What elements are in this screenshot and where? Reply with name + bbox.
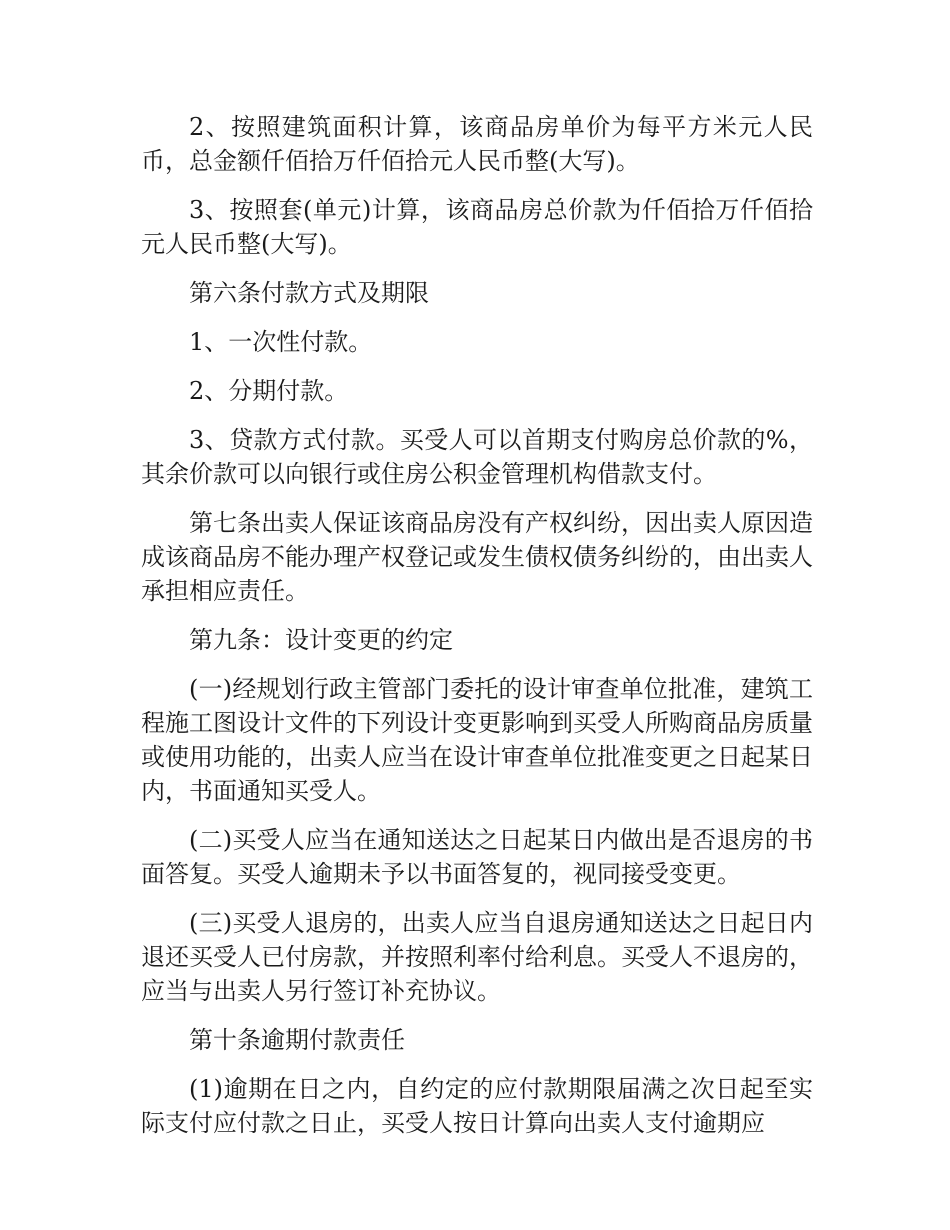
heading-article-10: 第十条逾期付款责任	[189, 1026, 405, 1054]
paragraph-article-7: 第七条出卖人保证该商品房没有产权纠纷，因出卖人原因造成该商品房不能办理产权登记或发生债权债务纠纷的，由出卖人承担相应责任。	[141, 509, 813, 605]
document-body	[141, 110, 813, 1155]
heading-article-6: 第六条付款方式及期限	[189, 279, 429, 307]
paragraph-installments: 2、分期付款。	[189, 377, 349, 405]
paragraph-design-change-1: (一)经规划行政主管部门委托的设计审查单位批准，建筑工程施工图设计文件的下列设计变更影响到买受人所购商品房质量或使用功能的，出卖人应当在设计审查单位批准变更之日起某日内，书面通知买受人。	[141, 675, 813, 805]
paragraph-unit-price: 2、按照建筑面积计算，该商品房单价为每平方米元人民币，总金额仟佰拾万仟佰拾元人民币整(大写)。	[141, 113, 813, 175]
paragraph-design-change-2: (二)买受人应当在通知送达之日起某日内做出是否退房的书面答复。买受人逾期未予以书面答复的，视同接受变更。	[141, 826, 813, 888]
paragraph-design-change-3: (三)买受人退房的，出卖人应当自退房通知送达之日起日内退还买受人已付房款，并按照利率付给利息。买受人不退房的，应当与出卖人另行签订补充协议。	[141, 909, 813, 1005]
paragraph-lump-sum: 1、一次性付款。	[189, 328, 373, 356]
heading-article-9: 第九条：设计变更的约定	[189, 626, 453, 654]
paragraph-late-payment-1: (1)逾期在日之内，自约定的应付款期限届满之次日起至实际支付应付款之日止，买受人按日计算向出卖人支付逾期应	[141, 1075, 813, 1137]
paragraph-loan: 3、贷款方式付款。买受人可以首期支付购房总价款的%，其余价款可以向银行或住房公积金管理机构借款支付。	[141, 426, 813, 488]
paragraph-unit-total: 3、按照套(单元)计算，该商品房总价款为仟佰拾万仟佰拾元人民币整(大写)。	[141, 196, 813, 258]
